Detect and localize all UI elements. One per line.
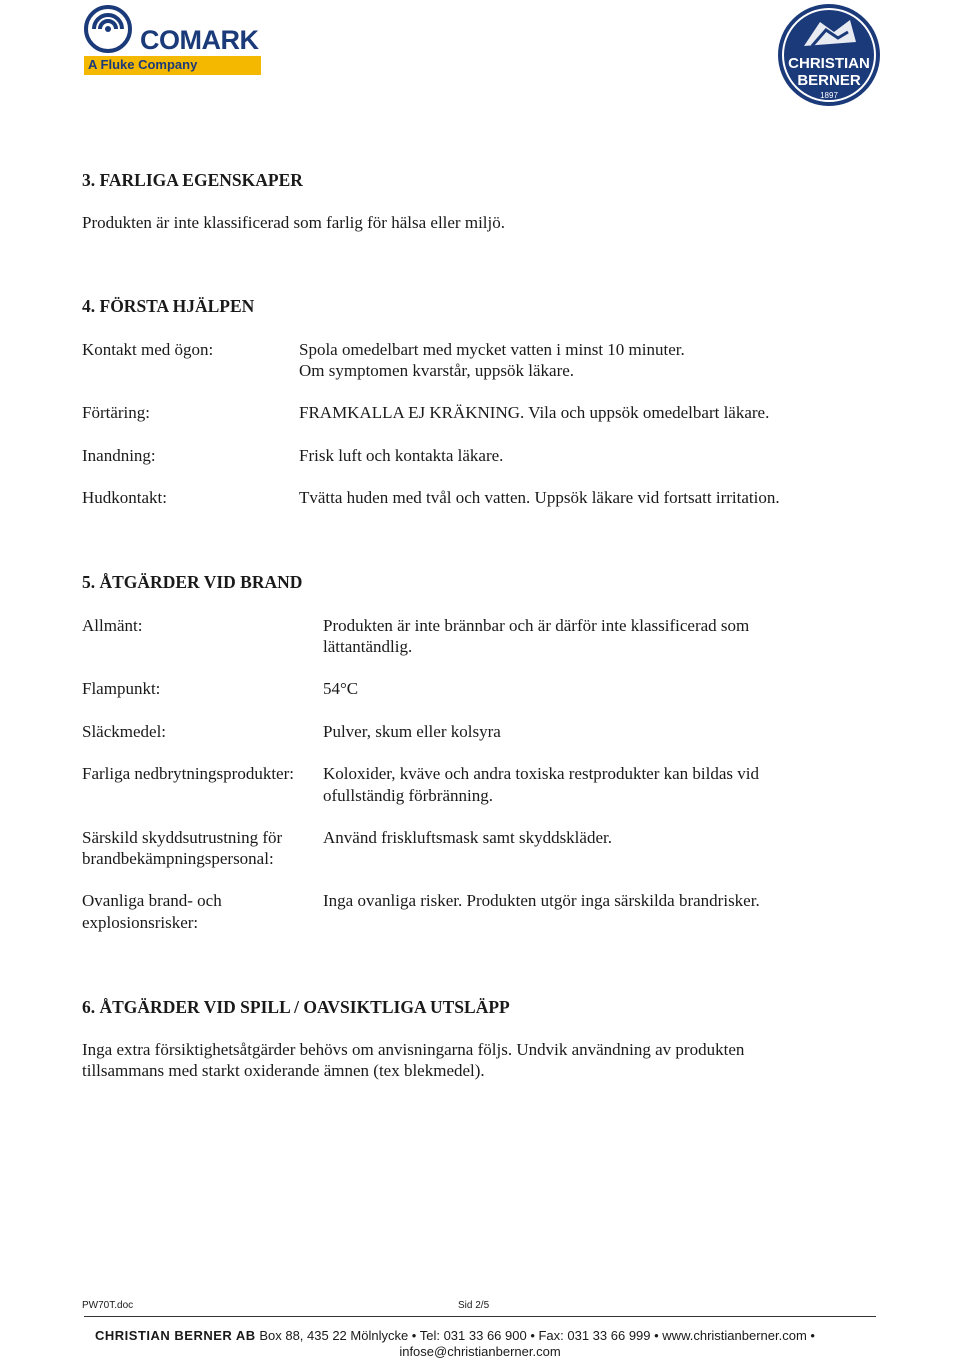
first-aid-value-eyes-line1: Spola omedelbart med mycket vatten i minst 10 minuter. [299, 340, 685, 359]
berner-seal-year: 1897 [820, 91, 838, 100]
berner-seal-line1: CHRISTIAN [788, 55, 870, 72]
fire-value-general-line1: Produkten är inte brännbar och är därför inte klassificerad som [323, 616, 750, 635]
fire-label-protective-line2: brandbekämpningspersonal: [82, 849, 274, 868]
footer-company: CHRISTIAN BERNER AB [95, 1328, 256, 1343]
fire-value-general-line2: lättantändlig. [323, 637, 413, 656]
first-aid-label-ingestion: Förtäring: [82, 403, 150, 422]
comark-emblem-icon [84, 4, 138, 54]
fire-value-unusual: Inga ovanliga risker. Produkten utgör inga särskilda brandrisker. [323, 891, 760, 910]
first-aid-value-ingestion: FRAMKALLA EJ KRÄKNING. Vila och uppsök omedelbart läkare. [299, 403, 770, 422]
fire-label-unusual-line2: explosionsrisker: [82, 913, 199, 932]
fire-label-decomposition: Farliga nedbrytningsprodukter: [82, 764, 294, 783]
footer-doc-name: PW70T.doc [82, 1300, 134, 1311]
section-6-text-line1: Inga extra försiktighetsåtgärder behövs om anvisningarna följs. Undvik användning av produkten [82, 1040, 745, 1059]
christian-berner-seal-icon [776, 2, 882, 108]
section-3-text: Produkten är inte klassificerad som farlig för hälsa eller miljö. [82, 213, 505, 232]
christian-berner-logo [776, 2, 882, 108]
comark-logo [84, 4, 262, 74]
fire-value-decomposition-line2: ofullständig förbränning. [323, 786, 493, 805]
section-5-heading: 5. ÅTGÄRDER VID BRAND [82, 572, 303, 592]
fire-label-protective-line1: Särskild skyddsutrustning för [82, 828, 283, 847]
first-aid-value-inhalation: Frisk luft och kontakta läkare. [299, 446, 504, 465]
first-aid-label-eyes: Kontakt med ögon: [82, 340, 214, 359]
footer-address-line [95, 1328, 815, 1343]
section-6-text-line2: tillsammans med starkt oxiderande ämnen (tex blekmedel). [82, 1061, 485, 1080]
fire-label-flashpoint: Flampunkt: [82, 679, 161, 698]
fire-label-extinguishing: Släckmedel: [82, 722, 167, 741]
first-aid-value-skin: Tvätta huden med tvål och vatten. Uppsök läkare vid fortsatt irritation. [299, 488, 780, 507]
comark-wordmark: COMARK [140, 25, 259, 55]
fire-value-protective: Använd friskluftsmask samt skyddskläder. [323, 828, 612, 847]
footer-page-number: Sid 2/5 [458, 1300, 490, 1311]
footer-address: Box 88, 435 22 Mölnlycke • Tel: 031 33 66 900 • Fax: 031 33 66 999 • www.christianberner.com • [259, 1328, 815, 1343]
fire-value-decomposition-line1: Koloxider, kväve och andra toxiska restprodukter kan bildas vid [323, 764, 760, 783]
first-aid-label-inhalation: Inandning: [82, 446, 156, 465]
comark-tagline: A Fluke Company [88, 57, 198, 72]
berner-seal-line2: BERNER [797, 72, 861, 89]
fire-label-general: Allmänt: [82, 616, 143, 635]
footer-email: infose@christianberner.com [399, 1344, 561, 1359]
footer-divider [84, 1316, 876, 1317]
section-6-heading: 6. ÅTGÄRDER VID SPILL / OAVSIKTLIGA UTSLÄPP [82, 997, 510, 1017]
section-3-heading: 3. FARLIGA EGENSKAPER [82, 170, 303, 190]
fire-value-extinguishing: Pulver, skum eller kolsyra [323, 722, 501, 741]
fire-value-flashpoint: 54°C [323, 679, 359, 698]
section-4-heading: 4. FÖRSTA HJÄLPEN [82, 296, 255, 316]
first-aid-label-skin: Hudkontakt: [82, 488, 167, 507]
fire-label-unusual-line1: Ovanliga brand- och [82, 891, 222, 910]
comark-tagline-bar [84, 56, 261, 75]
first-aid-value-eyes-line2: Om symptomen kvarstår, uppsök läkare. [299, 361, 575, 380]
